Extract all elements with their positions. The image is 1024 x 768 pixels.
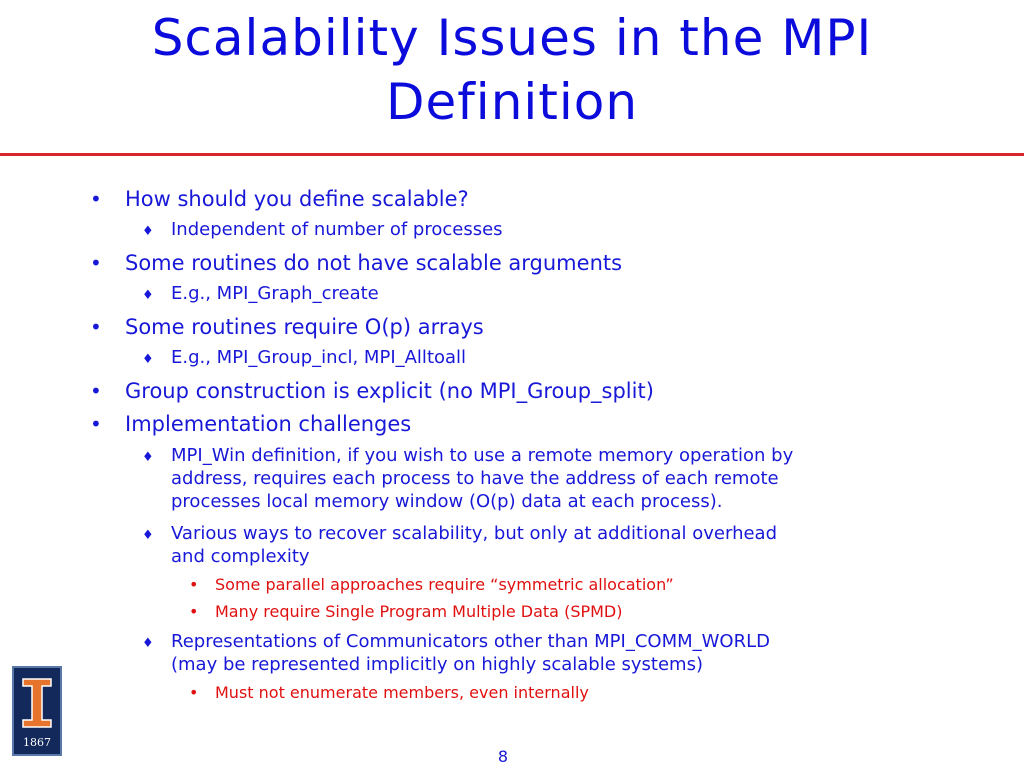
diamond-bullet-icon: ♦: [142, 528, 154, 543]
bullet-dot-icon: •: [90, 379, 102, 403]
sub-bullet-text: E.g., MPI_Group_incl, MPI_Alltoall: [171, 347, 467, 368]
sub-sub-bullet-text: Some parallel approaches require “symmetric allocation”: [215, 575, 674, 594]
slide-title-line-2: Definition: [385, 73, 639, 131]
bullet-text: Some routines require O(p) arrays: [125, 315, 484, 339]
bullet-text: How should you define scalable?: [125, 187, 469, 211]
sub-bullet-text-line: (may be represented implicitly on highly scalable systems): [171, 654, 703, 675]
sub-bullet-item: [142, 282, 379, 305]
sub-bullet-text-line: processes local memory window (O(p) data at each process).: [171, 491, 723, 512]
sub-bullet-text-line: Various ways to recover scalability, but only at additional overhead: [171, 523, 778, 544]
sub-sub-bullet-text: Must not enumerate members, even internally: [215, 683, 589, 702]
sub-bullet-item: [142, 444, 794, 513]
sub-bullet-text-line: Representations of Communicators other than MPI_COMM_WORLD: [171, 631, 770, 652]
logo-year: 1867: [23, 736, 51, 749]
bullet-dot-icon: •: [90, 315, 102, 339]
sub-bullet-text-line: MPI_Win definition, if you wish to use a remote memory operation by: [171, 445, 794, 466]
sub-sub-bullet-item: [189, 682, 589, 704]
page-number: 8: [497, 747, 509, 766]
bullet-item: [90, 186, 469, 212]
diamond-bullet-icon: ♦: [142, 352, 154, 367]
diamond-bullet-icon: ♦: [142, 636, 154, 651]
bullet-dot-icon: •: [189, 683, 199, 702]
bullet-text: Implementation challenges: [125, 412, 412, 436]
bullet-dot-icon: •: [90, 187, 102, 211]
diamond-bullet-icon: ♦: [142, 224, 154, 239]
sub-sub-bullet-item: [189, 601, 623, 623]
bullet-item: [90, 250, 623, 276]
sub-bullet-text-line: address, requires each process to have the address of each remote: [171, 468, 779, 489]
sub-bullet-text-line: and complexity: [171, 546, 310, 567]
bullet-text: Group construction is explicit (no MPI_Group_split): [125, 379, 654, 403]
sub-sub-bullet-text: Many require Single Program Multiple Data (SPMD): [215, 602, 623, 621]
bullet-item: [90, 411, 412, 437]
sub-bullet-text: E.g., MPI_Graph_create: [171, 283, 379, 304]
bullet-dot-icon: •: [90, 412, 102, 436]
university-logo: [12, 666, 62, 756]
bullet-dot-icon: •: [189, 575, 199, 594]
sub-bullet-text: Independent of number of processes: [171, 219, 503, 240]
sub-bullet-item: [142, 630, 770, 676]
sub-bullet-item: [142, 346, 467, 369]
bullet-item: [90, 378, 654, 404]
bullet-text: Some routines do not have scalable arguments: [125, 251, 623, 275]
bullet-dot-icon: •: [189, 602, 199, 621]
sub-sub-bullet-item: [189, 574, 674, 596]
diamond-bullet-icon: ♦: [142, 450, 154, 465]
sub-bullet-item: [142, 218, 503, 241]
block-i-icon: [14, 668, 60, 754]
slide-title-line-1: Scalability Issues in the MPI: [151, 9, 873, 67]
bullet-dot-icon: •: [90, 251, 102, 275]
diamond-bullet-icon: ♦: [142, 288, 154, 303]
sub-bullet-item: [142, 522, 778, 568]
bullet-item: [90, 314, 484, 340]
